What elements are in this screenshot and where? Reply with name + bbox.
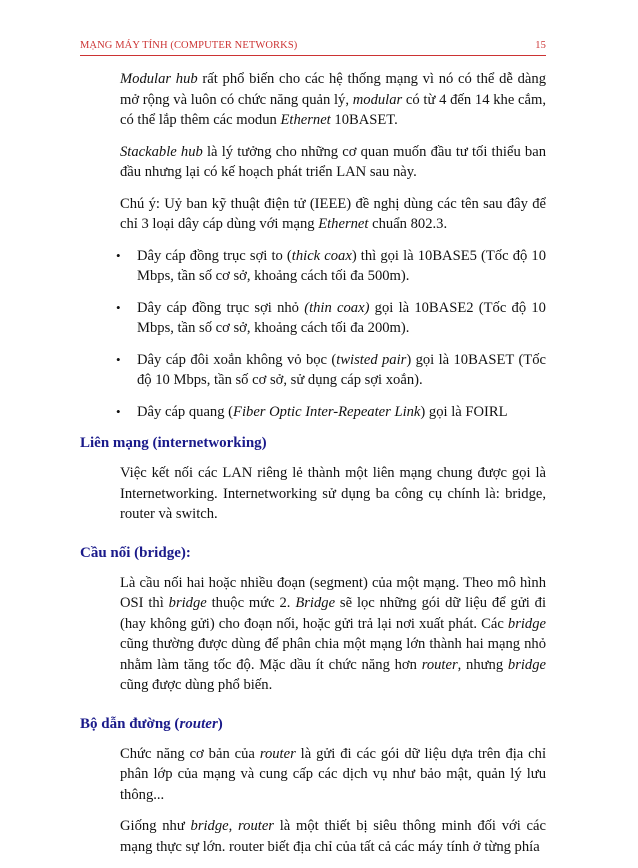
- term-router: router: [179, 715, 218, 732]
- term-modular: modular: [352, 91, 403, 108]
- term-modular-hub: Modular hub: [120, 71, 198, 87]
- text-span: có từ 4 đến 14 khe cắm, có thể lắp thêm các modun: [120, 91, 547, 128]
- list-item: [80, 246, 546, 287]
- text-span: , nhưng: [457, 656, 508, 673]
- term-twisted-pair: twisted pair: [336, 351, 407, 368]
- paragraph-bridge: [80, 573, 546, 696]
- text-span: cũng được dùng phổ biến.: [120, 677, 273, 693]
- term-stackable-hub: Stackable hub: [120, 143, 203, 160]
- paragraph-stackable-hub: [80, 142, 546, 183]
- term-bridge: Bridge: [295, 595, 336, 611]
- list-item: [80, 298, 546, 339]
- text-span: 10BASET.: [330, 112, 398, 128]
- text-span: ) thì gọi là 10BASE5 (Tốc độ 10 Mbps, tần số cơ sở, khoảng cách tối đa 500m).: [137, 247, 547, 284]
- text-span: Dây cáp đồng trục sợi to (: [137, 247, 292, 264]
- running-header: [80, 40, 546, 51]
- text-span: là lý tưởng cho những cơ quan muốn đầu tư tối thiểu ban đầu nhưng lại có kế hoạch phát triển LAN sau này.: [120, 143, 546, 180]
- text-span: cũng thường được dùng để phân chia một mạng lớn thành hai mạng nhỏ nhằm làm tăng tốc độ. Mặc dầu ít chức năng hơn: [120, 636, 546, 673]
- text-span: là gửi đi các gói dữ liệu dựa trên địa chỉ phân lớp của mạng và cung cấp các dịch vụ như bảo mật, quản lý lưu thông...: [120, 745, 547, 803]
- term-bridge: bridge: [168, 595, 207, 611]
- text-span: ): [217, 715, 223, 732]
- text-span: thuộc mức 2.: [206, 595, 296, 611]
- text-span: Bộ dẫn đường (: [80, 715, 180, 732]
- paragraph-router-compare: [80, 816, 546, 857]
- bullet-icon: •: [116, 299, 121, 315]
- text-span: là một thiết bị siêu thông minh đối với các mạng thực sự lớn. router biết địa chỉ của tất cả các máy tính ở từng phía: [120, 818, 546, 855]
- term-bridge: bridge: [507, 615, 546, 632]
- text-span: Giống như: [120, 818, 191, 834]
- term-bridge: bridge: [507, 656, 546, 673]
- text-span: Chức năng cơ bản của: [120, 745, 260, 762]
- text-span: Dây cáp đôi xoắn không vỏ bọc (: [137, 351, 337, 368]
- text-span: Là cầu nối hai hoặc nhiều đoạn (segment) của một mạng. Theo mô hình OSI thì: [120, 574, 546, 611]
- term-router: router: [259, 745, 296, 762]
- page-content: [80, 69, 546, 868]
- text-span: ) gọi là 10BASET (Tốc độ 10 Mbps, tần số cơ sở, sử dụng cáp sợi xoắn).: [137, 351, 546, 388]
- paragraph-internetworking: Việc kết nối các LAN riêng lẻ thành một liên mạng chung được gọi là Internetworking. Internetworking sử dụng ba công cụ chính là: bridge, router và switch.: [120, 465, 546, 522]
- term-ethernet: Ethernet: [318, 216, 369, 232]
- term-ethernet: Ethernet: [280, 112, 331, 128]
- term-router: router: [238, 818, 274, 834]
- heading-bridge: Cầu nối (bridge):: [80, 544, 191, 561]
- bullet-icon: •: [116, 403, 121, 419]
- list-item: [80, 350, 546, 391]
- text-span: Dây cáp quang (: [137, 403, 234, 420]
- term-thin-coax: (thin coax): [304, 299, 370, 316]
- text-span: rất phổ biến cho các hệ thống mạng vì nó có thể dễ dàng mở rộng và luôn có chức năng quản lý,: [120, 71, 546, 108]
- list-item: [80, 402, 546, 423]
- paragraph-ieee-note: [80, 194, 546, 235]
- header-title: MẠNG MÁY TÍNH (COMPUTER NETWORKS): [80, 40, 298, 51]
- heading-router: [80, 714, 546, 734]
- text-span: ,: [228, 818, 239, 834]
- text-span: sẽ lọc những gói dữ liệu để gửi đi (hay không gửi) cho đoạn nối, hoặc gửi trả lại nơi xuất phát. Các: [120, 595, 547, 632]
- term-fiber-optic: Fiber Optic Inter-Repeater Link: [233, 403, 421, 420]
- text-span: Dây cáp đồng trục sợi nhỏ: [137, 299, 305, 316]
- term-bridge: bridge: [190, 818, 229, 834]
- text-span: chuẩn 802.3.: [368, 216, 448, 232]
- page-number: 15: [535, 40, 546, 51]
- heading-internetworking: Liên mạng (internetworking): [80, 435, 267, 451]
- paragraph-modular-hub: [80, 69, 546, 131]
- paragraph-router-function: [80, 744, 546, 806]
- text-span: Chú ý: Uỷ ban kỹ thuật điện tử (IEEE) đề nghị dùng các tên sau đây để chỉ 3 loại dây cáp dùng với mạng: [120, 195, 546, 232]
- header-rule: [80, 55, 546, 56]
- term-thick-coax: thick coax: [291, 247, 352, 264]
- bullet-icon: •: [116, 351, 121, 367]
- cable-type-list: [80, 246, 546, 423]
- term-router: router: [421, 656, 458, 673]
- text-span: gọi là 10BASE2 (Tốc độ 10 Mbps, tần số cơ sở, khoảng cách tối đa 200m).: [137, 299, 546, 336]
- text-span: ) gọi là FOIRL: [420, 403, 508, 420]
- bullet-icon: •: [116, 247, 121, 263]
